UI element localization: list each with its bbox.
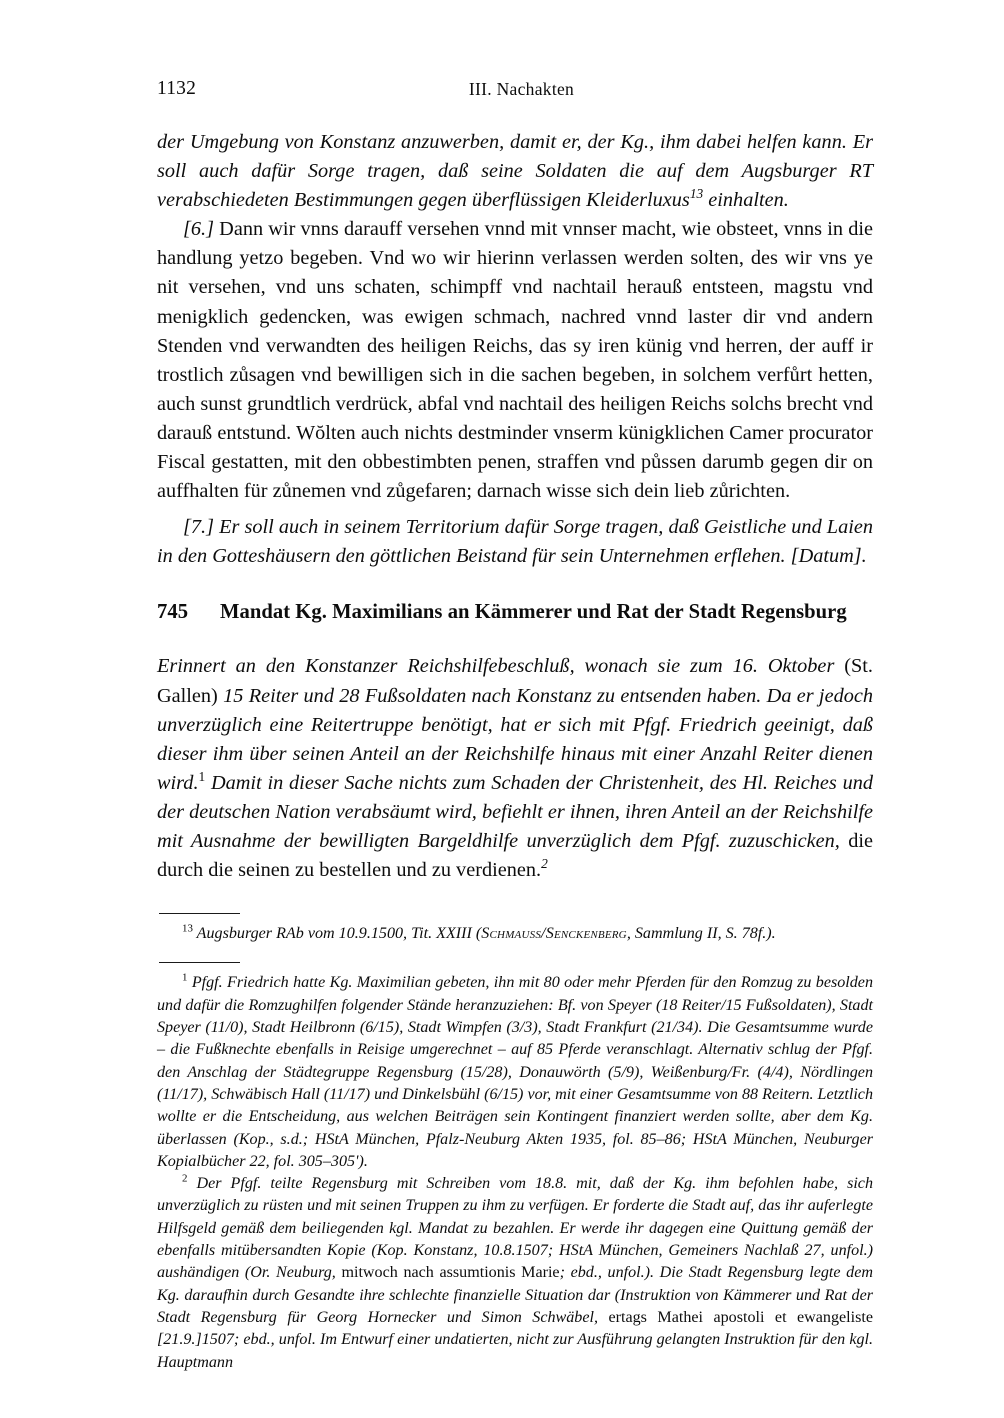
continued-regest-paragraph [157,128,873,215]
paragraph-6-marker: [6.] [183,218,214,241]
continued-regest-text: der Umgebung von Konstanz anzuwerben, damit er, der Kg., ihm dabei helfen kann. Er soll auch dafür Sorge tragen, daß seine Soldaten die auf dem Augsburger RT verabschiedeten Bestimmungen gegen überflüssigen Kleiderluxus [157,131,873,212]
regest-part-2-place: (St. Gallen) [157,655,873,707]
paragraph-6-text: Dann wir vnns darauff versehen vnnd mit vnnser macht, wie obsteet, vnns in die handlung yetzo begeben. Vnd wo wir hierinn verlassen werden solten, des wir vns ye nit versehen, vnd uns schaten, schimpff vnd nachtail herauß entsteen, magstu vnd menigklich gedencken, was ewigen schmach, nachred vnnd laster dir vnd andern Stenden vnd verwandten des heiligen Reichs, das sy iren künig vnd herren, der auff ir trostlich zůsagen vnd bewilligen sich in die sachen begeben, in solchem verfůrt hetten, auch sunst grundtlich verdrück, abfal vnd nachtail des heiligen Reichs solchs brecht vnd darauß entstund. Wŏlten auch nichts destminder vnserm künigklichen Camer procurator Fiscal gestatten, mit den obbestimbten penen, straffen vnd půssen darumb gegen dir on auffhalten für zůnemen vnd zůgefaren; darnach wisse sich dein lieb zůrichten. [157,218,873,503]
text-column [157,128,873,885]
footnote-ref-1[interactable]: 1 [198,769,206,785]
footnote-1-marker: 1 [182,972,188,985]
footnote-2-marker: 2 [182,1172,188,1185]
section-number: 745 [157,601,189,624]
footnote-13-marker: 13 [182,922,193,935]
regest-part-3: 15 Reiter und 28 Fußsoldaten nach Konstanz zu entsenden haben. Da er jedoch unverzüglich eine Reitertruppe benötigt, hat er sich mit Pfgf. Friedrich geeinigt, daß dieser ihm über seinen Anteil an der Reichshilfe hinaus mit einer Anzahl Reiter dienen wird. [157,684,873,794]
running-head-title: III. Nachakten [468,79,575,99]
footnote-2-seg-2: ; ebd., unfol.). Die Stadt Regensburg legte dem Kg. daraufhin durch Gesandte ihre schlechte finanzielle Situation dar (Instruktion von Kämmerer und Rat der Stadt Regensburg für Georg Hornecker und Simon Schwäbel, [157,1264,873,1326]
footnote-13-seg-0: Augsburger RAb vom 10.9.1500, Tit. XXIII ( [192,925,482,943]
continued-regest-tail: einhalten. [703,189,789,212]
section-title: Mandat Kg. Maximilians an Kämmerer und Rat der Stadt Regensburg [220,601,847,624]
footnote-2 [157,1173,873,1374]
footnote-2-seg-4: [21.9.]1507; ebd., unfol. Im Entwurf einer undatierten, nicht zur Ausführung gelangten Instruktion für den kgl. Hauptmann [157,1331,873,1371]
regest-part-5: die durch die seinen zu bestellen und zu verdienen. [157,829,873,882]
footnote-13-seg-2: , Sammlung II, S. 78f.). [626,925,776,943]
footnote-1 [157,972,873,1173]
footnote-ref-2[interactable]: 2 [541,856,548,872]
footnote-13-citation-authors: Schmauss/Senckenberg [481,925,627,943]
regest-part-1: Erinnert an den Konstanzer Reichshilfebeschluß, wonach sie zum 16. Oktober [157,655,845,678]
footnote-2-seg-0: Der Pfgf. teilte Regensburg mit Schreiben vom 18.8. mit, daß der Kg. ihm befohlen habe, sich unverzüglich zu rüsten und mit seinen Truppen zu ihm zu verfügen. Er forderte die Stadt auf, das ihr auferlegte Hilfsgeld gemäß dem beiliegenden kgl. Mandat zu bezahlen. Er werde ihr dagegen eine Quittung gemäß der ebenfalls mitübersandten Kopie (Kop. Konstanz, 10.8.1507; HStA München, Gemeiners Nachlaß 27, unfol.) aushändigen (Or. Neuburg, [157,1175,873,1282]
footnote-2-datum-2: ertags Mathei apostoli et ewangeliste [608,1308,873,1326]
footnote-13 [157,923,873,945]
paragraph-6 [157,215,873,506]
section-heading [157,601,873,624]
footnote-separator-rule-b [159,962,240,963]
paragraph-7-marker: [7.] [183,516,214,539]
paragraph-7 [157,513,873,571]
footnote-block-b [157,962,873,1373]
page-number: 1132 [157,78,197,99]
footnote-separator-rule-a [159,913,240,914]
regest-745 [157,652,873,885]
paragraph-7-text: Er soll auch in seinem Territorium dafür Sorge tragen, daß Geistliche und Laien in den Gotteshäusern den göttlichen Beistand für sein Unternehmen erflehen. [Datum]. [157,516,873,568]
running-head [157,78,876,112]
footnote-2-datum-1: mitwoch nach assumtionis Marie [341,1264,560,1282]
footnote-1-text: Pfgf. Friedrich hatte Kg. Maximilian gebeten, ihn mit 80 oder mehr Pferden für den Romzug zu besolden und dafür die Romzughilfen folgender Stände heranzuziehen: Bf. von Speyer (18 Reiter/15 Fußsoldaten), Stadt Speyer (11/0), Stadt Heilbronn (6/15), Stadt Wimpfen (3/3), Stadt Frankfurt (21/34). Die Gesamtsumme wurde – die Fußknechte ebenfalls in Reisige umgerechnet – auf 85 Pferde veranschlagt. Alternativ schlug der Pfgf. den Anschlag der Städtegruppe Regensburg (15/28), Donauwörth (5/9), Weißenburg/Fr. (4/4), Nördlingen (11/17), Schwäbisch Hall (11/17) und Dinkelsbühl (6/15) vor, mit einer Gesamtsumme von 88 Reitern. Letztlich wollte er die Entscheidung, aus welchen Beiträgen sein Kontingent finanziert werden sollte, aber dem Kg. überlassen (Kop., s.d.; HStA München, Pfalz-Neuburg Akten 1935, fol. 85–86; HStA München, Neuburger Kopialbücher 22, fol. 305–305'). [157,974,873,1170]
regest-part-4: Damit in dieser Sache nichts zum Schaden der Christenheit, des Hl. Reiches und der deutschen Nation verabsäumt wird, befiehlt er ihnen, ihren Anteil an der Reichshilfe mit Ausnahme der bewilligten Bargeldhilfe unverzüglich dem Pfgf. zuzuschicken, [157,771,873,852]
footnote-ref-13[interactable]: 13 [689,186,704,202]
footnote-block-a [157,913,873,945]
